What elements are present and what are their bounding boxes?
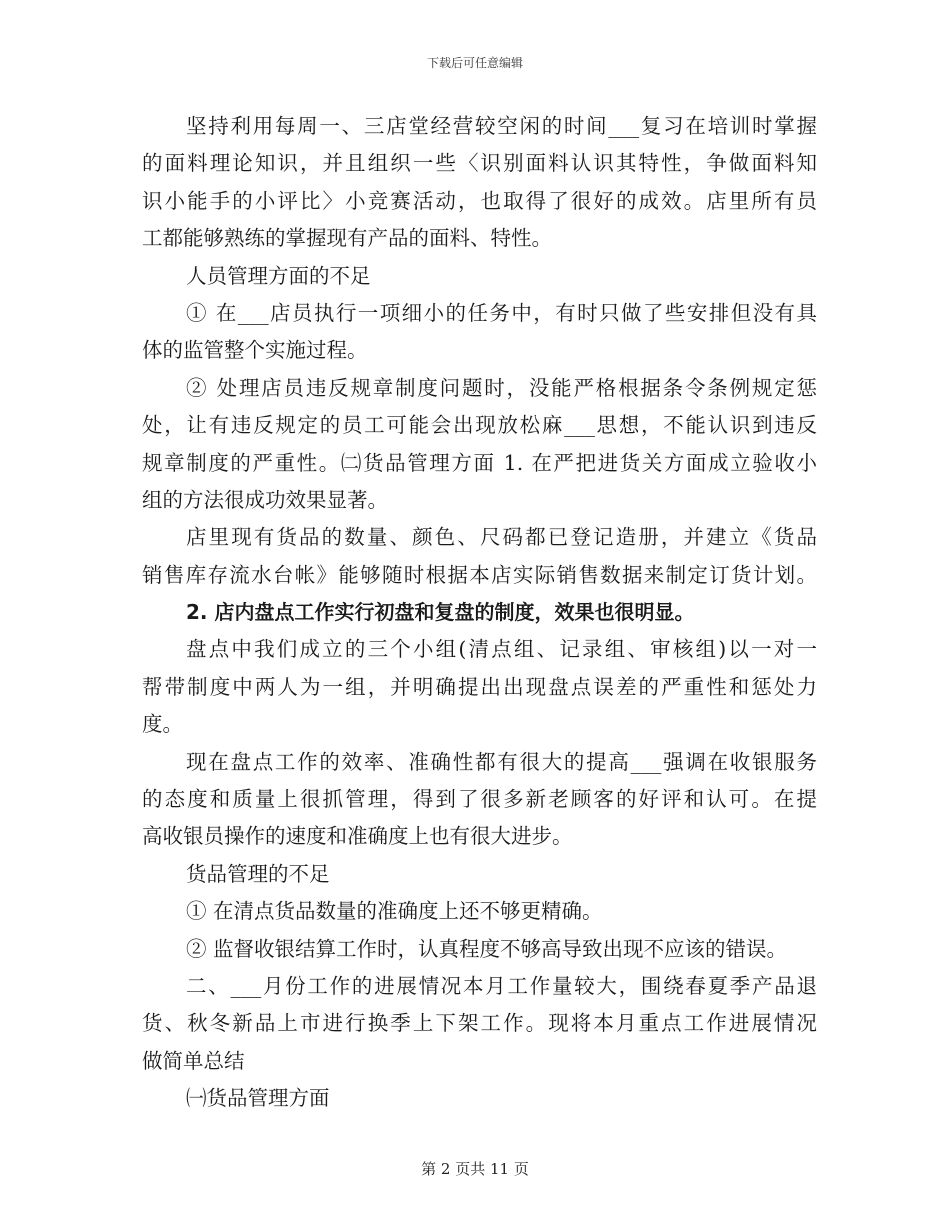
text-line: ① 在清点货品数量的准确度上还不够更精确。	[186, 899, 603, 924]
text-line: 做简单总结	[142, 1048, 245, 1073]
section-heading: 人员管理方面的不足	[186, 263, 371, 288]
page-footer: 第 2 页共 11 页	[421, 1160, 529, 1178]
text-line: 二、___月份工作的进展情况本月工作量较大，围绕春夏季产品退	[186, 973, 817, 998]
text-line: 高收银员操作的速度和准确度上也有很大进步。	[142, 824, 573, 849]
text-line: 体的监管整个实施过程。	[142, 338, 368, 363]
text-line: 的面料理论知识，并且组织一些〈识别面料认识其特性，争做面料知	[142, 151, 817, 176]
text-line: 帮带制度中两人为一组，并明确提出出现盘点误差的严重性和惩处力	[142, 674, 817, 699]
page-header: 下载后可任意编辑	[426, 56, 523, 70]
text-line: 盘点中我们成立的三个小组(清点组、记录组、审核组)以一对一	[186, 637, 817, 662]
text-line: 度。	[142, 712, 183, 737]
text-line: 的态度和质量上很抓管理，得到了很多新老顾客的好评和认可。在提	[142, 787, 817, 812]
text-line: 现在盘点工作的效率、准确性都有很大的提高___强调在收银服务	[186, 749, 817, 774]
text-line: 货、秋冬新品上市进行换季上下架工作。现将本月重点工作进展情况	[142, 1011, 817, 1036]
text-line: 店里现有货品的数量、颜色、尺码都已登记造册，并建立《货品	[186, 525, 817, 550]
document-body	[142, 108, 817, 1118]
text-line: 坚持利用每周一、三店堂经营较空闲的时间___复习在培训时掌握	[186, 114, 817, 138]
section-heading: 货品管理的不足	[186, 861, 330, 886]
text-line: ② 监督收银结算工作时，认真程度不够高导致出现不应该的错误。	[186, 936, 788, 961]
text-line: 识小能手的小评比〉小竞赛活动，也取得了很好的成效。店里所有员	[142, 188, 817, 213]
section-heading: ㈠货品管理方面	[186, 1086, 330, 1111]
bold-heading: 2. 店内盘点工作实行初盘和复盘的制度，效果也很明显。	[186, 600, 695, 625]
text-line: 规章制度的严重性。㈡货品管理方面 1. 在严把进货关方面成立验收小	[142, 450, 817, 475]
text-line: 销售库存流水台帐》能够随时根据本店实际销售数据来制定订货计划。	[142, 562, 817, 587]
text-line: 处，让有违反规定的员工可能会出现放松麻___思想，不能认识到违反	[142, 413, 817, 438]
text-line: 组的方法很成功效果显著。	[142, 487, 388, 512]
text-line: 工都能够熟练的掌握现有产品的面料、特性。	[142, 226, 552, 251]
text-line: ② 处理店员违反规章制度问题时，没能严格根据条令条例规定惩	[186, 375, 817, 400]
text-line: ① 在___店员执行一项细小的任务中，有时只做了些安排但没有具	[186, 300, 817, 325]
